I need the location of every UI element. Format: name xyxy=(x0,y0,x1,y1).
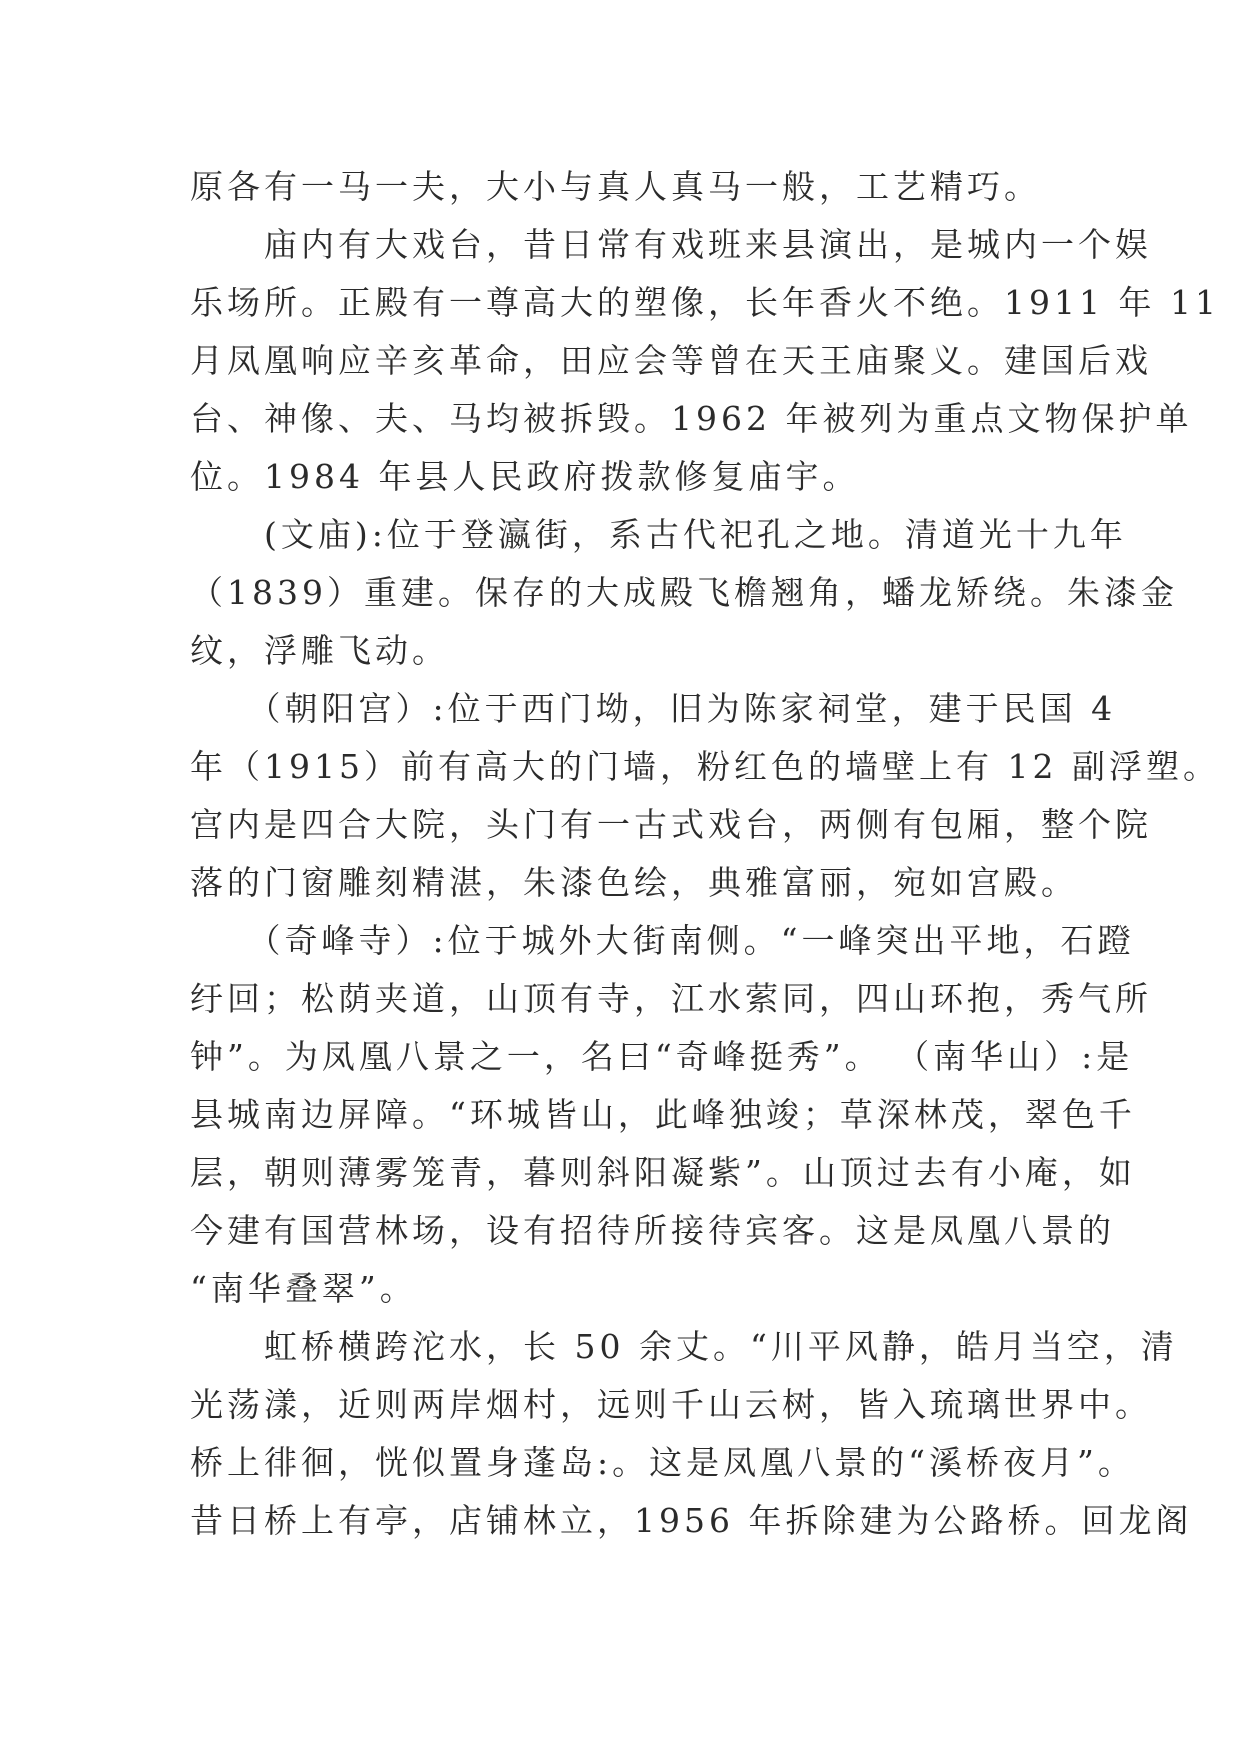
text-line: 纡回；松荫夹道，山顶有寺，江水萦同，四山环抱，秀气所 xyxy=(190,979,1152,1018)
body-text xyxy=(190,158,1220,1550)
text-line: 昔日桥上有亭，店铺林立，1956 年拆除建为公路桥。回龙阁 xyxy=(190,1501,1193,1540)
text-line: 纹，浮雕飞动。 xyxy=(190,631,449,670)
text-line: 落的门窗雕刻精湛，朱漆色绘，典雅富丽，宛如宫殿。 xyxy=(190,863,1078,902)
text-line: 位。1984 年县人民政府拨款修复庙宇。 xyxy=(190,457,860,496)
text-line: 钟”。为凤凰八景之一，名曰“奇峰挺秀”。 （南华山）:是 xyxy=(190,1037,1134,1076)
text-line: （朝阳宫）:位于西门坳，旧为陈家祠堂，建于民国 4 xyxy=(190,689,1117,728)
text-line: 今建有国营林场，设有招待所接待宾客。这是凤凰八景的 xyxy=(190,1211,1115,1250)
text-line: 月凤凰响应辛亥革命，田应会等曾在天王庙聚义。建国后戏 xyxy=(190,341,1152,380)
text-line: 乐场所。正殿有一尊高大的塑像，长年香火不绝。1911 年 11 xyxy=(190,283,1220,322)
text-line: 虹桥横跨沱水，长 50 余丈。“川平风静，皓月当空，清 xyxy=(190,1327,1178,1366)
text-line: “南华叠翠”。 xyxy=(190,1269,417,1308)
text-line: 宫内是四合大院，头门有一古式戏台，两侧有包厢，整个院 xyxy=(190,805,1152,844)
text-line: 县城南边屏障。“环城皆山，此峰独竣；草深林茂，翠色千 xyxy=(190,1095,1136,1134)
text-line: 台、神像、夫、马均被拆毁。1962 年被列为重点文物保护单 xyxy=(190,399,1193,438)
text-line: 层，朝则薄雾笼青，暮则斜阳凝紫”。山顶过去有小庵，如 xyxy=(190,1153,1136,1192)
text-line: 庙内有大戏台，昔日常有戏班来县演出，是城内一个娱 xyxy=(190,225,1152,264)
text-line: 桥上徘徊，恍似置身蓬岛:。这是凤凰八景的“溪桥夜月”。 xyxy=(190,1443,1135,1482)
text-line: （奇峰寺）:位于城外大街南侧。“一峰突出平地，石蹬 xyxy=(190,921,1135,960)
text-line: 年（1915）前有高大的门墙，粉红色的墙壁上有 12 副浮塑。 xyxy=(190,747,1220,786)
text-line: 原各有一马一夫，大小与真人真马一般，工艺精巧。 xyxy=(190,167,1041,206)
text-line: 光荡漾，近则两岸烟村，远则千山云树，皆入琉璃世界中。 xyxy=(190,1385,1152,1424)
text-line: (文庙):位于登瀛街，系古代祀孔之地。清道光十九年 xyxy=(190,515,1127,554)
text-line: （1839）重建。保存的大成殿飞檐翘角，蟠龙矫绕。朱漆金 xyxy=(190,573,1178,612)
